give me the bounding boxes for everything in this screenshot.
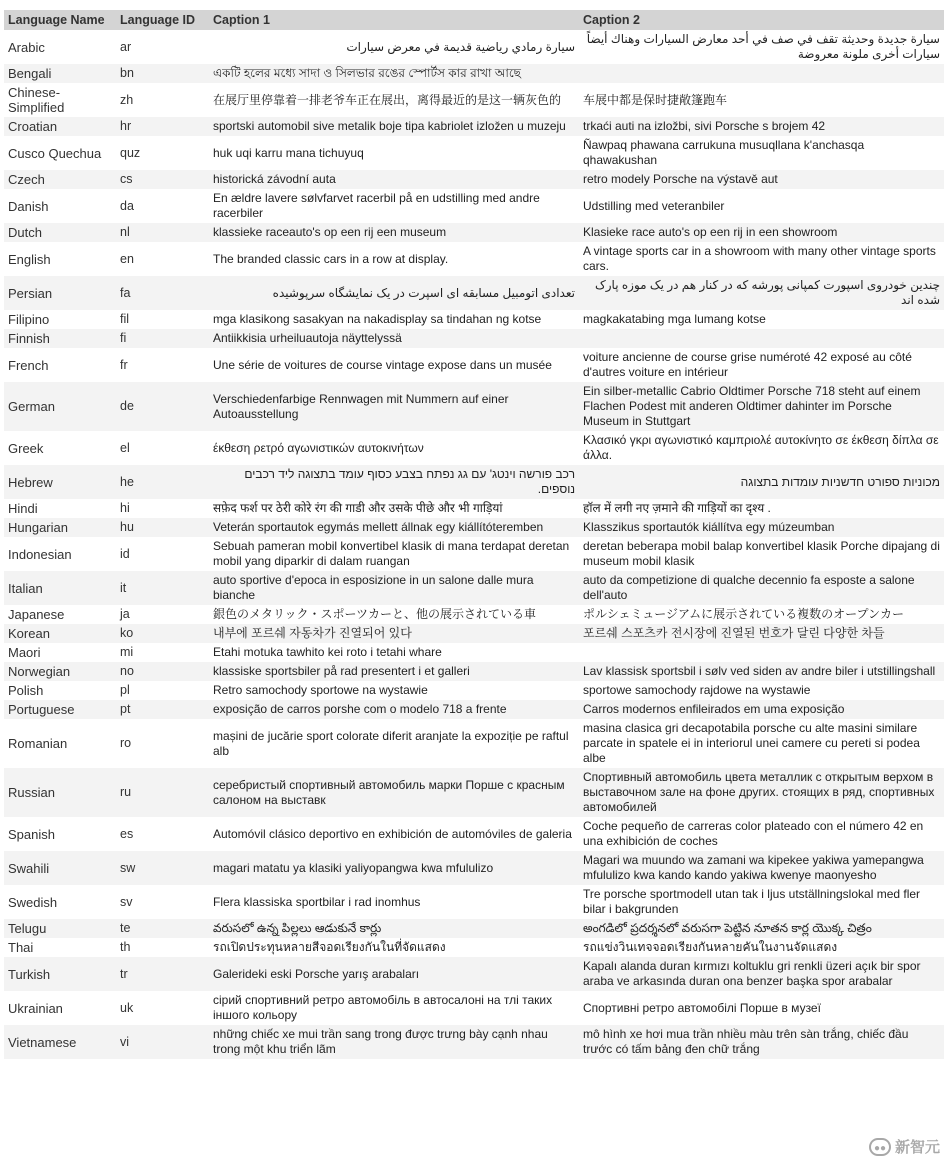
- language-name-cell: Vietnamese: [4, 1025, 116, 1059]
- language-id-cell: ro: [120, 736, 132, 750]
- language-name-cell: Bengali: [4, 64, 116, 83]
- caption-2-cell: Спортивный автомобиль цвета металлик с открытым верхом в выставочном зале на фоне других. стоящих в ряд, спортивных автомобилей: [579, 768, 944, 817]
- language-id-cell: bn: [116, 64, 209, 83]
- language-name-cell: Spanish: [8, 826, 55, 842]
- language-id-cell: tr: [116, 957, 209, 991]
- watermark-text: 新智元: [894, 1139, 940, 1156]
- caption-2-cell: چندین خودروی اسپورت کمپانی پورشه که در کنار هم در یک موزه پارک شده اند: [579, 276, 944, 310]
- caption-2-cell: Tre porsche sportmodell utan tak i ljus utställningslokal med fler bilar i bakgrunden: [583, 887, 921, 916]
- caption-1-cell: сірий спортивний ретро автомобіль в автосалоні на тлі таких іншого кольору: [213, 993, 553, 1022]
- language-name-cell: English: [8, 251, 51, 267]
- caption-1-cell: 在展厅里停靠着一排老爷车正在展出，离得最近的是这一辆灰色的: [213, 92, 562, 107]
- caption-1-cell: تعدادی اتومبیل مسابقه ای اسپرت در یک نمایشگاه سرپوشیده: [209, 276, 579, 310]
- table-row: [4, 624, 944, 643]
- language-id-cell: vi: [116, 1025, 209, 1059]
- language-name-cell: Romanian: [8, 736, 68, 751]
- language-id-cell: fil: [120, 312, 130, 326]
- caption-1-cell: 내부에 포르쉐 자동차가 진열되어 있다: [209, 624, 579, 643]
- table-row: [4, 189, 944, 223]
- caption-table: [4, 10, 944, 1059]
- table-row: [4, 276, 944, 310]
- language-name-cell: Arabic: [8, 39, 45, 55]
- language-id-cell: fi: [116, 329, 209, 348]
- table-row: [4, 662, 944, 681]
- language-id-cell: no: [116, 662, 209, 681]
- caption-2-cell: 포르쉐 스포츠카 전시장에 진열된 번호가 달린 다양한 차들: [579, 624, 944, 643]
- language-id-cell: cs: [116, 170, 209, 189]
- caption-1-cell: Veterán sportautok egymás mellett állnak egy kiállítóteremben: [209, 518, 579, 537]
- table-row: [4, 136, 944, 170]
- language-name-cell: Maori: [8, 645, 41, 660]
- caption-2-cell: Magari wa muundo wa zamani wa kipekee yakiwa yamepangwa mfululizo kwa kando kando yakiwa kwenye maonyesho: [579, 851, 944, 885]
- language-name-cell: Hebrew: [4, 465, 116, 499]
- table-row: [4, 817, 944, 851]
- caption-2-cell: voiture ancienne de course grise numéroté 42 exposé au côté d'autres voiture en intérieur: [583, 350, 912, 379]
- language-name-cell: Hindi: [8, 501, 38, 516]
- caption-2-cell: हॉल में लगी नए ज़माने की गाड़ियों का दृश्य .: [583, 501, 771, 515]
- language-id-cell: quz: [120, 145, 141, 160]
- caption-1-cell: klassieke raceauto's op een rij een museum: [209, 223, 579, 242]
- caption-2-cell: Klasieke race auto's op een rij in een showroom: [579, 223, 944, 242]
- caption-2-cell: سيارة جديدة وحديثة تقف في صف في أحد معارض السيارات وهناك أيضاً سيارات أخرى ملونة معروضة: [586, 32, 940, 61]
- header-row: [4, 10, 944, 30]
- table-row: [4, 991, 944, 1025]
- caption-1-cell: The branded classic cars in a row at display.: [213, 251, 449, 266]
- table-row: [4, 431, 944, 465]
- language-name-cell: Polish: [8, 683, 44, 698]
- caption-1-cell: Etahi motuka tawhito kei roto i tetahi whare: [213, 645, 442, 659]
- caption-2-cell: Κλασικό γκρι αγωνιστικό καμπριολέ αυτοκίνητο σε έκθεση δίπλα σε άλλα.: [583, 433, 939, 462]
- caption-2-cell: Lav klassisk sportsbil i sølv ved siden av andre biler i utstillingshall: [579, 662, 944, 681]
- caption-2-cell: Carros modernos enfileirados em uma exposição: [579, 700, 944, 719]
- table-row: [4, 1025, 944, 1059]
- language-id-cell: hr: [116, 117, 209, 136]
- language-id-cell: fr: [120, 357, 128, 372]
- caption-1-cell: รถเปิดประทุนหลายสีจอดเรียงกันในที่จัดแสดง: [213, 940, 446, 954]
- language-name-cell: Danish: [8, 198, 49, 214]
- caption-2-cell: รถแข่งวินเทจจอดเรียงกันหลายคันในงานจัดแสดง: [583, 940, 838, 954]
- language-name-cell: Chinese-Simplified: [8, 85, 65, 115]
- caption-2-cell: Спортивні ретро автомобілі Порше в музеї: [583, 1000, 821, 1015]
- language-id-cell: hi: [120, 501, 130, 515]
- table-row: [4, 310, 944, 329]
- language-name-cell: Japanese: [8, 607, 65, 622]
- caption-1-cell: 銀色のメタリック・スポーツカーと、他の展示されている車: [213, 607, 537, 621]
- table-row: [4, 64, 944, 83]
- language-id-cell: sv: [120, 894, 133, 909]
- caption-2-cell: A vintage sports car in a showroom with many other vintage sports cars.: [583, 244, 936, 273]
- caption-1-cell: Verschiedenfarbige Rennwagen mit Nummern auf einer Autoausstellung: [209, 382, 579, 431]
- caption-1-cell: những chiếc xe mui trần sang trong được trưng bày cạnh nhau trong một khu triển lãm: [209, 1025, 579, 1059]
- caption-1-cell: একটি হলের মধ্যে সাদা ও সিলভার রঙের স্পোর্টস কার রাখা আছে: [209, 64, 579, 83]
- language-name-cell: Hungarian: [4, 518, 116, 537]
- caption-2-cell: deretan beberapa mobil balap konvertibel klasik Porche dipajang di museum mobil klasik: [583, 539, 940, 568]
- table-row: [4, 518, 944, 537]
- language-id-cell: id: [120, 546, 130, 561]
- caption-1-cell: Sebuah pameran mobil konvertibel klasik di mana terdapat deretan mobil yang diparkir di dalam ruangan: [213, 539, 570, 568]
- table-row: [4, 719, 944, 768]
- caption-1-cell: klassiske sportsbiler på rad presentert i et galleri: [209, 662, 579, 681]
- caption-2-cell: mô hình xe hơi mua trần nhiều màu trên sàn trắng, chiếc đầu trước có tấm bảng đen chữ trắng: [579, 1025, 944, 1059]
- language-id-cell: ru: [116, 768, 209, 817]
- table-row: [4, 242, 944, 276]
- caption-2-cell: Ñawpaq phawana carrukuna musuqllana k'anchasqa qhawakushan: [583, 138, 865, 167]
- table-row: [4, 465, 944, 499]
- table-row: [4, 885, 944, 919]
- language-name-cell: Swedish: [8, 894, 58, 910]
- language-id-cell: uk: [120, 1000, 134, 1015]
- language-name-cell: German: [4, 382, 116, 431]
- watermark: [869, 1136, 940, 1157]
- language-id-cell: es: [120, 826, 134, 841]
- caption-2-cell: 车展中都是保时捷敞篷跑车: [583, 92, 728, 107]
- table-row: [4, 700, 944, 719]
- caption-2-cell: ポルシェミュージアムに展示されている複数のオープンカー: [583, 607, 905, 621]
- language-id-cell: it: [116, 571, 209, 605]
- language-name-cell: Ukrainian: [8, 1000, 63, 1016]
- language-id-cell: da: [120, 198, 134, 213]
- caption-2-cell: trkaći auti na izložbi, sivi Porsche s brojem 42: [579, 117, 944, 136]
- table-row: [4, 382, 944, 431]
- table-row: [4, 605, 944, 624]
- caption-1-cell: Flera klassiska sportbilar i rad inomhus: [213, 894, 421, 909]
- caption-2-cell: అంగడిలో ప్రదర్శనలో వరుసగా పెట్టిన నూతన కార్ల యొక్క చిత్రం: [579, 919, 944, 938]
- language-name-cell: Greek: [8, 440, 44, 456]
- caption-2-cell: sportowe samochody rajdowe na wystawie: [583, 683, 811, 697]
- caption-1-cell: mga klasikong sasakyan na nakadisplay sa tindahan ng kotse: [213, 312, 542, 326]
- table-row: [4, 681, 944, 700]
- caption-1-cell: magari matatu ya klasiki yaliyopangwa kwa mfululizo: [209, 851, 579, 885]
- language-name-cell: Persian: [4, 276, 116, 310]
- language-name-cell: Thai: [8, 940, 34, 955]
- header-caption-2: Caption 2: [579, 10, 944, 30]
- table-row: [4, 170, 944, 189]
- caption-2-cell: מכוניות ספורט חדשניות עומדות בתצוגה: [579, 465, 944, 499]
- table-row: [4, 83, 944, 117]
- header-language-name: Language Name: [4, 10, 116, 30]
- table-row: [4, 571, 944, 605]
- language-id-cell: pl: [120, 683, 130, 697]
- table-row: [4, 851, 944, 885]
- caption-1-cell: వరుసలో ఉన్న పిల్లలు ఆడుకునే కార్లు: [209, 919, 579, 938]
- language-id-cell: el: [120, 440, 130, 455]
- table-row: [4, 348, 944, 382]
- caption-1-cell: Automóvil clásico deportivo en exhibición de automóviles de galeria: [213, 826, 572, 841]
- caption-2-cell: Coche pequeño de carreras color plateado con el número 42 en una exhibición de coches: [583, 819, 924, 848]
- language-id-cell: sw: [116, 851, 209, 885]
- language-id-cell: ar: [120, 39, 132, 54]
- language-name-cell: Russian: [4, 768, 116, 817]
- caption-2-cell: [579, 64, 944, 83]
- table-row: [4, 938, 944, 957]
- caption-1-cell: серебристый спортивный автомобиль марки Порше с красным салоном на выставк: [209, 768, 579, 817]
- caption-1-cell: Antiikkisia urheiluautoja näyttelyssä: [209, 329, 579, 348]
- caption-1-cell: سيارة رمادي رياضية قديمة في معرض سيارات: [346, 39, 575, 54]
- language-name-cell: Portuguese: [4, 700, 116, 719]
- caption-1-cell: mașini de jucărie sport colorate diferit aranjate la expoziție pe raftul alb: [213, 728, 569, 758]
- caption-2-cell: Ein silber-metallic Cabrio Oldtimer Porsche 718 steht auf einem Flachen Podest mit anderen Oldtimer dahinter im Porsche Museum in Stuttgart: [579, 382, 944, 431]
- table-row: [4, 117, 944, 136]
- language-id-cell: fa: [116, 276, 209, 310]
- language-name-cell: Croatian: [4, 117, 116, 136]
- table-row: [4, 537, 944, 571]
- language-id-cell: he: [116, 465, 209, 499]
- caption-1-cell: Une série de voitures de course vintage expose dans un musée: [213, 357, 552, 372]
- wechat-icon: ●●: [869, 1138, 891, 1156]
- language-id-cell: te: [116, 919, 209, 938]
- table-row: [4, 768, 944, 817]
- table-row: [4, 957, 944, 991]
- language-name-cell: Swahili: [4, 851, 116, 885]
- caption-1-cell: exposição de carros porshe com o modelo 718 a frente: [209, 700, 579, 719]
- table-row: [4, 329, 944, 348]
- table-row: [4, 643, 944, 662]
- caption-2-cell: masina clasica gri decapotabila porsche cu alte masini similare parcate in spatele ei in interiorul unei camere cu pereti si podea albe: [583, 721, 920, 765]
- caption-2-cell: Udstilling med veteranbiler: [583, 198, 725, 213]
- language-id-cell: zh: [120, 92, 134, 107]
- language-id-cell: de: [116, 382, 209, 431]
- caption-1-cell: auto sportive d'epoca in esposizione in un salone dalle mura bianche: [209, 571, 579, 605]
- language-name-cell: Dutch: [4, 223, 116, 242]
- caption-1-cell: सफ़ेद फर्श पर ठेरी कोरे रंग की गाडी और उसके पीछे और भी गाड़ियां: [213, 501, 503, 515]
- caption-1-cell: έκθεση ρετρό αγωνιστικών αυτοκινήτων: [213, 440, 424, 455]
- language-name-cell: Filipino: [8, 312, 50, 327]
- language-name-cell: Korean: [4, 624, 116, 643]
- table-row: [4, 499, 944, 518]
- caption-2-cell: Kapalı alanda duran kırmızı koltuklu gri renkli üzeri açık bir spor araba ve arkasında duran ona benzer başka spor arabalar: [579, 957, 944, 991]
- language-name-cell: Cusco Quechua: [8, 145, 102, 161]
- language-name-cell: Telugu: [4, 919, 116, 938]
- caption-1-cell: רכב פורשה וינטג' עם גג נפתח בצבע כסוף עומד בתצוגה ליד רכבים נוספים.: [209, 465, 579, 499]
- language-id-cell: th: [120, 940, 131, 954]
- table-row: [4, 223, 944, 242]
- language-name-cell: Norwegian: [4, 662, 116, 681]
- language-id-cell: mi: [120, 645, 134, 659]
- caption-2-cell: [579, 643, 944, 662]
- caption-1-cell: huk uqi karru mana tichuyuq: [213, 145, 364, 160]
- table-row: [4, 30, 944, 64]
- caption-2-cell: [579, 329, 944, 348]
- language-id-cell: en: [120, 251, 134, 266]
- caption-2-cell: magkakatabing mga lumang kotse: [583, 312, 766, 326]
- caption-2-cell: auto da competizione di qualche decennio fa esposte a salone dell'auto: [579, 571, 944, 605]
- caption-2-cell: retro modely Porsche na výstavě aut: [579, 170, 944, 189]
- language-name-cell: Turkish: [4, 957, 116, 991]
- caption-1-cell: sportski automobil sive metalik boje tipa kabriolet izložen u muzeju: [209, 117, 579, 136]
- language-id-cell: pt: [116, 700, 209, 719]
- language-name-cell: Italian: [4, 571, 116, 605]
- caption-1-cell: Retro samochody sportowe na wystawie: [213, 683, 428, 697]
- language-name-cell: Finnish: [4, 329, 116, 348]
- language-name-cell: French: [8, 357, 49, 373]
- language-id-cell: hu: [116, 518, 209, 537]
- language-name-cell: Indonesian: [8, 546, 72, 562]
- table-row: [4, 919, 944, 938]
- caption-2-cell: Klasszikus sportautók kiállítva egy múzeumban: [579, 518, 944, 537]
- language-name-cell: Czech: [4, 170, 116, 189]
- language-id-cell: ko: [116, 624, 209, 643]
- header-caption-1: Caption 1: [209, 10, 579, 30]
- language-id-cell: ja: [120, 607, 130, 621]
- table-body: [4, 30, 944, 1059]
- caption-1-cell: En ældre lavere sølvfarvet racerbil på en udstilling med andre racerbiler: [213, 191, 540, 220]
- caption-1-cell: Galerideki eski Porsche yarış arabaları: [209, 957, 579, 991]
- language-id-cell: nl: [116, 223, 209, 242]
- caption-1-cell: historická závodní auta: [209, 170, 579, 189]
- header-language-id: Language ID: [116, 10, 209, 30]
